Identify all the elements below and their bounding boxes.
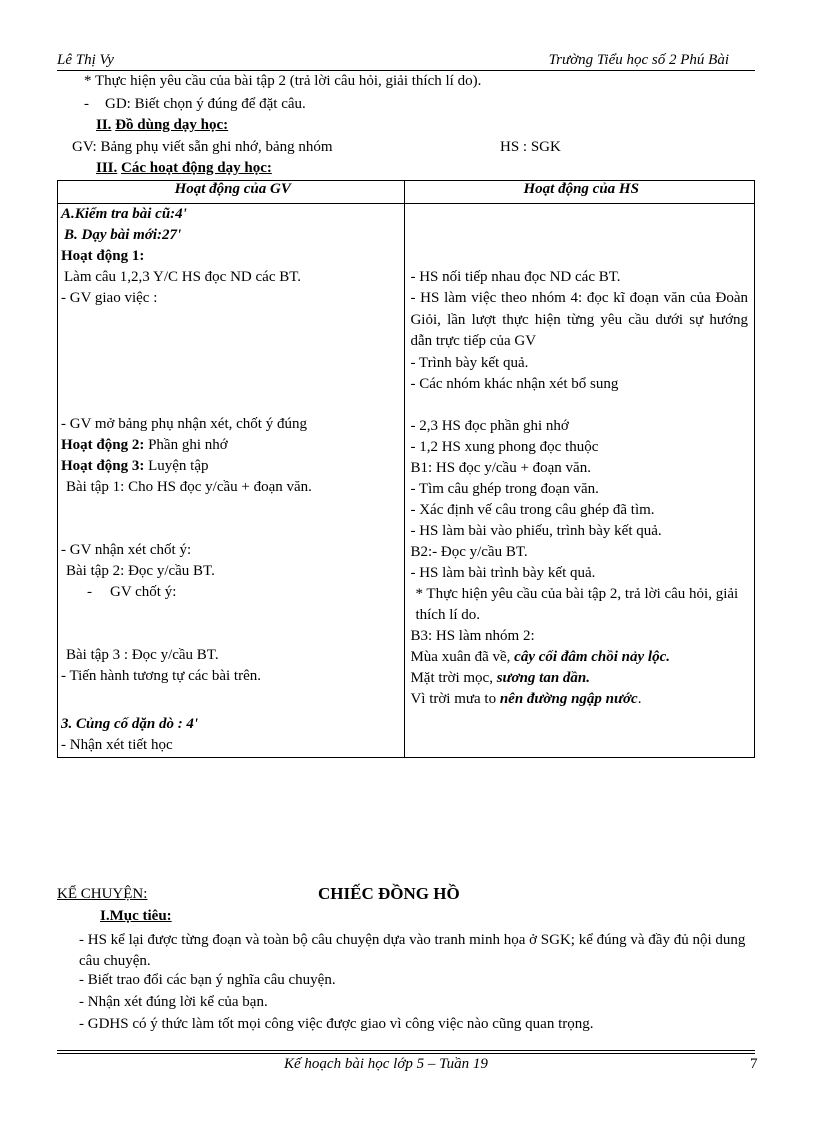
intro-dash: - [84, 96, 89, 112]
gv-line: Bài tập 2: Đọc y/cầu BT. [66, 563, 215, 579]
materials-hs: HS : SGK [500, 139, 561, 155]
hs-example-2 [410, 668, 748, 689]
hs-line: - 2,3 HS đọc phần ghi nhớ [410, 417, 569, 434]
gv-line: Bài tập 1: Cho HS đọc y/cầu + đoạn văn. [66, 479, 312, 495]
section-2-num: II. [96, 117, 112, 133]
gv-part-b: B. Dạy bài mới:27' [64, 227, 182, 243]
hs-example-1-b: cây cối đâm chồi nảy lộc. [514, 648, 670, 665]
hs-line: - Xác định vế câu trong câu ghép đã tìm. [410, 501, 655, 518]
hs-line: - HS làm việc theo nhóm 4: đọc kĩ đoạn văn của Đoàn Giỏi, lần lượt thực hiện từng yêu cầu dưới sự hướng dẫn trực tiếp của GV [410, 290, 748, 349]
section-3-title: Các hoạt động dạy học: [121, 160, 272, 176]
story-section-title: I.Mục tiêu: [100, 908, 172, 924]
story-objective-2: - Biết trao đổi các bạn ý nghĩa câu chuyện. [79, 972, 336, 988]
hs-line: B3: HS làm nhóm 2: [410, 627, 535, 644]
gv-column [58, 204, 405, 758]
hs-line: B2:- Đọc y/cầu BT. [410, 543, 528, 560]
gv-line: - GV giao việc : [61, 290, 158, 306]
gv-hd3-label: Hoạt động 3: [61, 458, 145, 474]
hs-line: - HS làm bài vào phiếu, trình bày kết quả. [410, 522, 662, 539]
hs-line: - Tìm câu ghép trong đoạn văn. [410, 480, 599, 497]
hs-example-2-b: sương tan dần. [496, 669, 591, 686]
intro-line-1: * Thực hiện yêu cầu của bài tập 2 (trả lời câu hỏi, giải thích lí do). [84, 73, 482, 89]
table-header-row [58, 181, 755, 204]
story-objective-4: - GDHS có ý thức làm tốt mọi công việc được giao vì công việc nào cũng quan trọng. [79, 1016, 594, 1032]
hs-line: - Trình bày kết quả. [410, 354, 529, 371]
col-header-hs: Hoạt động của HS [405, 181, 755, 204]
gv-hd3-text: Luyện tập [144, 458, 209, 474]
hs-example-3-b: nên đường ngập nước [499, 690, 638, 707]
gv-line: Làm câu 1,2,3 Y/C HS đọc ND các BT. [64, 269, 302, 285]
hs-example-3 [410, 689, 748, 710]
gv-line: - Nhận xét tiết học [61, 737, 173, 753]
gv-hd2 [61, 435, 404, 456]
activities-table [57, 180, 755, 758]
hs-example-1 [410, 647, 748, 668]
gv-hd3 [61, 456, 404, 477]
gv-chot-y-dash: - [87, 584, 92, 600]
footer-title: Kế hoạch bài học lớp 5 – Tuần 19 [284, 1056, 488, 1072]
header-rule [57, 70, 755, 71]
hs-column [405, 204, 755, 758]
gv-hd1: Hoạt động 1: [61, 248, 145, 264]
hs-example-2-a: Mặt trời mọc, [410, 669, 497, 686]
gv-chot-y [61, 582, 404, 603]
story-title: CHIẾC ĐỒNG HỒ [318, 884, 460, 903]
hs-example-3-c: . [637, 690, 642, 707]
gv-line: Bài tập 3 : Đọc y/cầu BT. [66, 647, 219, 663]
story-objective-1: - HS kể lại được từng đoạn và toàn bộ câu chuyện dựa vào tranh minh họa ở SGK; kể đúng và đầy đủ nội dung câu chuyện. [79, 932, 746, 969]
footer-rule-top [57, 1050, 755, 1051]
header-school: Trường Tiểu học số 2 Phú Bài [548, 52, 729, 68]
hs-example-1-a: Mùa xuân đã về, [410, 648, 515, 665]
hs-line: B1: HS đọc y/cầu + đoạn văn. [410, 459, 591, 476]
hs-line: * Thực hiện yêu cầu của bài tập 2, trả lời câu hỏi, giải thích lí do. [415, 585, 739, 623]
section-3-heading [96, 160, 272, 177]
story-objective-3: - Nhận xét đúng lời kể của bạn. [79, 994, 268, 1010]
gv-line: - GV mở bảng phụ nhận xét, chốt ý đúng [61, 416, 307, 432]
section-2-heading [96, 117, 228, 134]
section-2-title: Đồ dùng dạy học: [115, 117, 229, 133]
gv-chot-y-text: GV chốt ý: [110, 584, 177, 600]
gv-line: - GV nhận xét chốt ý: [61, 542, 192, 558]
gv-hd2-text: Phần ghi nhớ [144, 437, 228, 453]
gv-line: - Tiến hành tương tự các bài trên. [61, 668, 261, 684]
section-3-num: III. [96, 160, 118, 176]
page-number: 7 [750, 1056, 758, 1072]
header-author: Lê Thị Vy [57, 52, 114, 68]
gv-part-c: 3. Củng cố dặn dò : 4' [61, 716, 199, 732]
hs-line: - 1,2 HS xung phong đọc thuộc [410, 438, 599, 455]
hs-line: - HS nối tiếp nhau đọc ND các BT. [410, 269, 621, 285]
hs-line: - HS làm bài trình bày kết quả. [410, 564, 596, 581]
col-header-gv: Hoạt động của GV [58, 181, 405, 204]
gv-hd2-label: Hoạt động 2: [61, 437, 145, 453]
hs-example-3-a: Vì trời mưa to [410, 690, 500, 707]
story-label: KỂ CHUYỆN: [57, 886, 148, 902]
footer-rule-bottom [57, 1053, 755, 1054]
table-body-row [58, 204, 755, 758]
gv-part-a: A.Kiểm tra bài cũ:4' [61, 206, 187, 222]
materials-gv: GV: Bảng phụ viết sẵn ghi nhớ, bảng nhóm [72, 139, 333, 155]
intro-line-2: GD: Biết chọn ý đúng để đặt câu. [105, 96, 306, 112]
hs-line: - Các nhóm khác nhận xét bổ sung [410, 375, 619, 392]
